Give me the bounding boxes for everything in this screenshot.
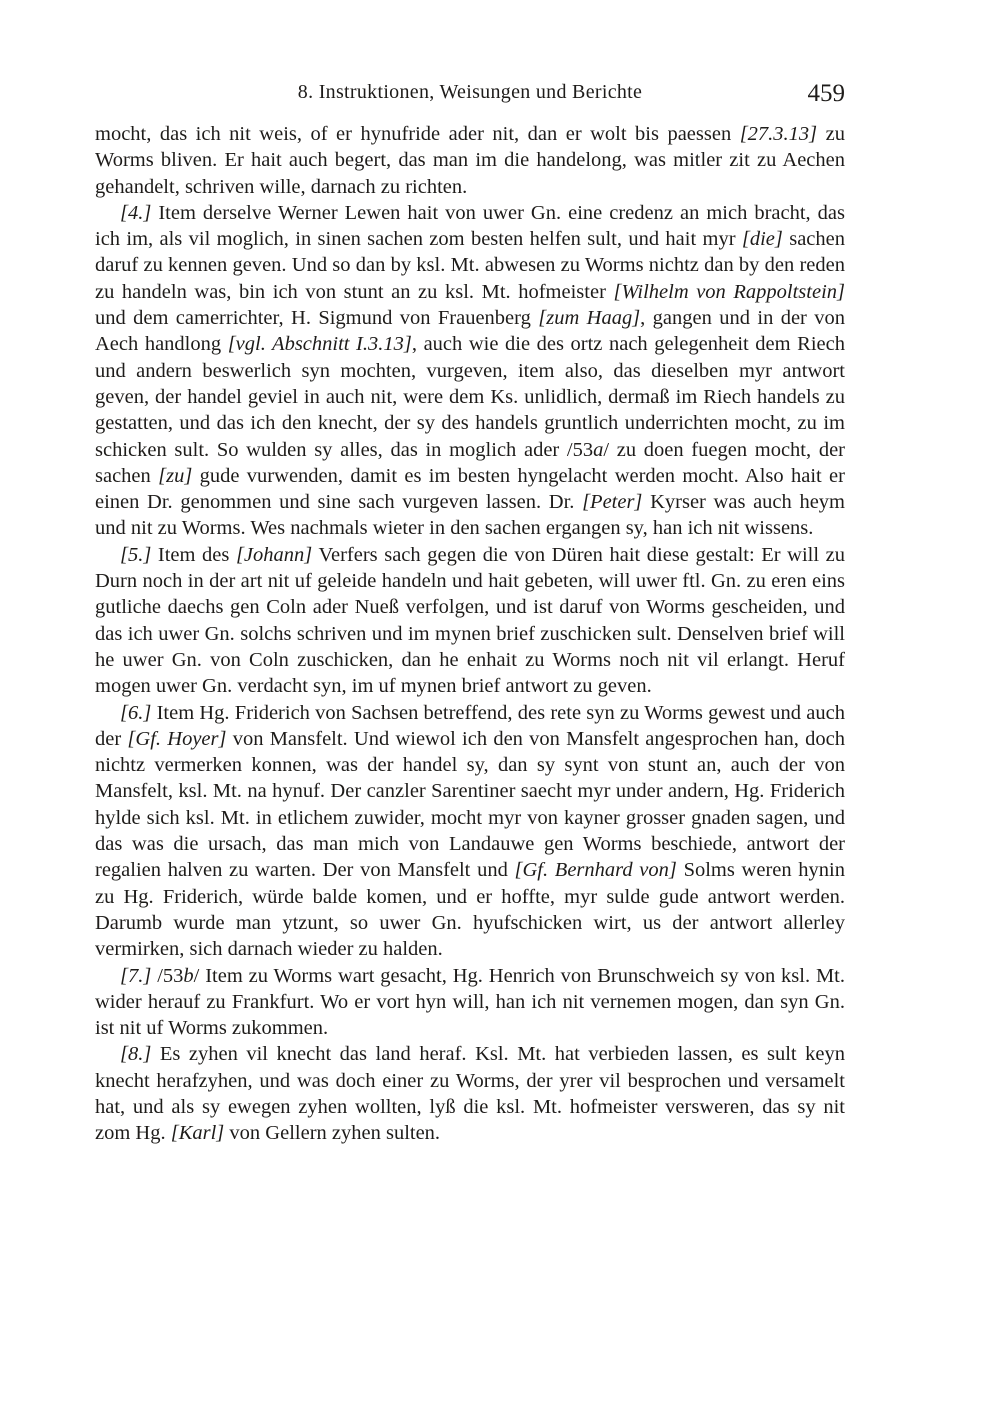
italic-text-segment: [zu] [158, 464, 193, 487]
italic-text-segment: [Gf. Hoyer] [127, 727, 227, 750]
text-segment: Item des [151, 543, 236, 566]
text-segment: Item Hg. Friderich von Sachsen betreffend, des rete syn zu Worms gewest und auch der [95, 701, 845, 750]
italic-text-segment: [zum Haag] [538, 307, 641, 330]
text-segment: , gangen und in der von Aech handlong [95, 307, 845, 356]
paragraph [95, 121, 845, 200]
text-segment: sachen daruf zu kennen geven. Und so dan by ksl. Mt. abwesen zu Worms nichtz dan by den reden zu handeln was, bin ich von stunt an zu ksl. Mt. hofmeister [95, 228, 845, 303]
running-title: 8. Instruktionen, Weisungen und Berichte [297, 81, 643, 103]
italic-text-segment: [die] [741, 228, 783, 251]
paragraph [95, 963, 845, 1042]
text-segment: Item derselve Werner Lewen hait von uwer Gn. eine credenz an mich bracht, das ich im, als vil moglich, in sinen sachen zom besten helfen sult, und hait myr [95, 201, 845, 251]
text-segment: mocht, das ich nit weis, of er hynufride ader nit, dan er wolt bis paessen [95, 123, 740, 145]
text-segment: Kyrser was auch heym und nit zu Worms. Wes nachmals wieter in den sachen ergangen sy, han ich nit wissens. [95, 491, 845, 540]
paragraph [95, 200, 845, 542]
paragraph [95, 1041, 845, 1146]
italic-text-segment: [Johann] [235, 543, 313, 566]
italic-text-segment: b [183, 964, 194, 987]
italic-text-segment: [Karl] [170, 1122, 225, 1145]
text-segment: zu Worms bliven. Er hait auch begert, das man im die handelong, was mitler zit zu Aechen gehandelt, schriven wille, darnach zu richten. [95, 123, 845, 198]
text-segment: / zu doen fuegen mocht, der sachen [95, 438, 845, 487]
italic-text-segment: a [593, 438, 604, 461]
text-segment: , auch wie die des ortz nach gelegenheit dem Riech und andern beswerlich syn mochten, vurgeven, item also, das dieselben myr antwort geven, der handel geviel in auch nit, were dem Ks. unlidlich, dermaß im Riech handels zu gestatten, und das ich den knecht, der sy des handels gruntlich underrichten mocht, zu im schicken sult. So wulden sy alles, das in moglich ader /53 [95, 333, 845, 461]
text-segment: Es zyhen vil knecht das land heraf. Ksl. Mt. hat verbieden lassen, es sult keyn knecht herafzyhen, und was doch einer zu Worms, der yrer vil besprochen und versamelt hat, und als sy ewegen zyhen wollten, lyß die ksl. Mt. hofmeister versweren, das sy nit zom Hg. [95, 1043, 845, 1145]
text-segment: von Gellern zyhen sulten. [224, 1122, 441, 1145]
italic-text-segment: [6.] [120, 701, 152, 724]
italic-text-segment: [Peter] [582, 491, 643, 514]
type-area [95, 76, 845, 1147]
text-segment: gude vurwenden, damit es im besten hyngelacht werden mocht. Also hait er einen Dr. genommen und sine sach vurgeven lassen. Dr. [95, 464, 845, 514]
italic-text-segment: [7.] [120, 964, 152, 987]
italic-text-segment: [Gf. Bernhard von] [514, 859, 677, 882]
text-segment: von Mansfelt. Und wiewol ich den von Mansfelt angesprochen han, doch nichtz vermerken konnen, was der handel sy, dan sy synt von stunt an, auch der von Mansfelt, ksl. Mt. na hynuf. Der canzler Sarentiner saecht myr under andern, Hg. Friderich hylde sich ksl. Mt. in etlichem zuwider, mocht myr von kayner grosser gnaden sagen, und das was die ursach, das man mich von Landauwe gen Worms beschiede, antwort der regalien halven zu warten. Der von Mansfelt und [95, 727, 845, 882]
italic-text-segment: [27.3.13] [739, 123, 818, 145]
paragraph [95, 700, 845, 963]
italic-text-segment: [vgl. Abschnitt I.3.13] [227, 333, 412, 356]
text-segment: und dem camerrichter, H. Sigmund von Frauenberg [95, 307, 539, 330]
italic-text-segment: [Wilhelm von Rappoltstein] [613, 280, 845, 303]
text-body [95, 121, 845, 1147]
italic-text-segment: [5.] [120, 543, 152, 566]
paragraph [95, 542, 845, 700]
text-segment: Solms weren hynin zu Hg. Friderich, würde balde komen, und er hoffte, myr sulde gude antwort werden. Darumb wurde man ytzunt, so uwer Gn. hyufschicken wirt, us der antwort allerley vermirken, sich darnach wieder zu halden. [95, 859, 845, 961]
italic-text-segment: [4.] [120, 201, 152, 224]
page-header [95, 76, 845, 107]
page-number: 459 [807, 80, 845, 107]
text-segment: Verfers sach gegen die von Düren hait diese gestalt: Er will zu Durn noch in der art nit uf geleide handeln und hait gebeten, will uwer ftl. Gn. zu eren eins gutliche daechs gen Coln ader Nueß verfolgen, und ist daruf von Worms gescheiden, und das ich uwer Gn. solchs schriven und im mynen brief zuschicken sult. Denselven brief will he uwer Gn. von Coln zuschicken, dan he enhait zu Worms noch nit vil erlangt. Heruf mogen uwer Gn. verdacht syn, im uf mynen brief antwort zu geven. [95, 543, 845, 698]
text-segment: /53 [151, 964, 184, 987]
italic-text-segment: [8.] [120, 1043, 152, 1066]
text-segment: / Item zu Worms wart gesacht, Hg. Henrich von Brunschweich sy von ksl. Mt. wider herauf zu Frankfurt. Wo er vort hyn will, han ich nit vernemen mogen, dan syn Gn. ist nit uf Worms zukommen. [95, 964, 845, 1040]
